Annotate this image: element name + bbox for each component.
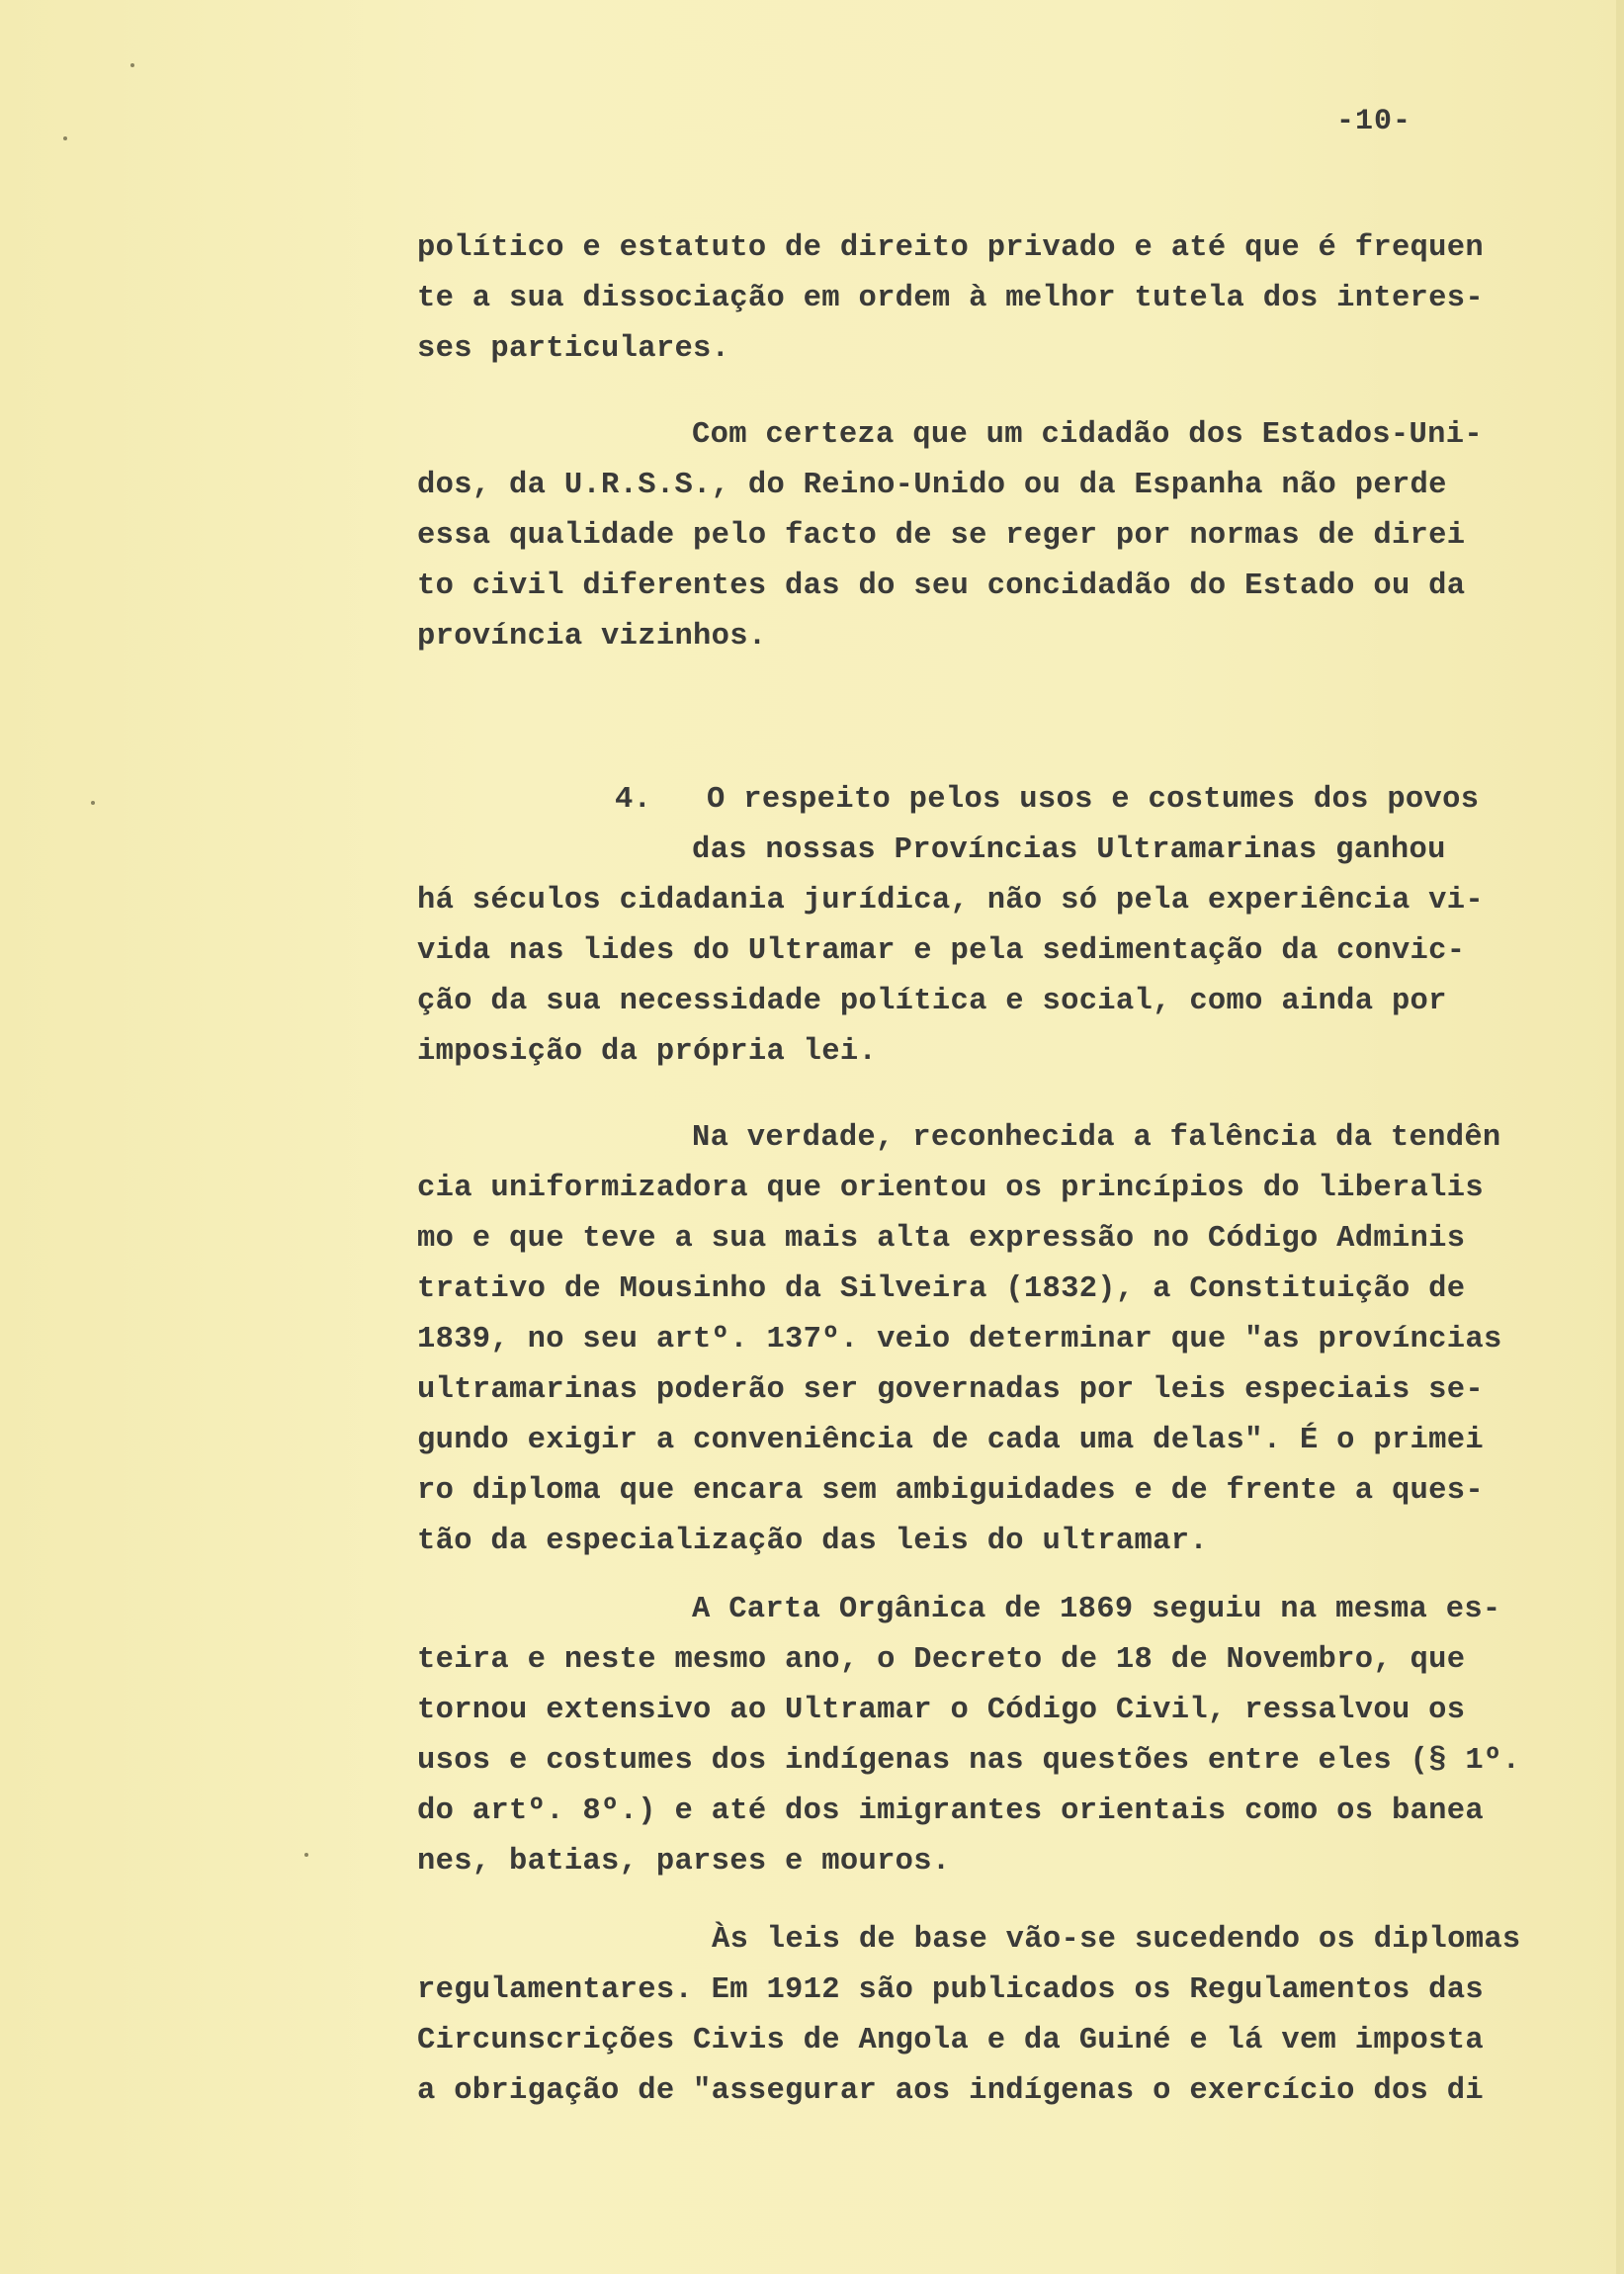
text-line: do artº. 8º.) e até dos imigrantes orientais como os banea (417, 1794, 1484, 1828)
section-heading-line: das nossas Províncias Ultramarinas ganhou (692, 833, 1446, 867)
text-line: ro diploma que encara sem ambiguidades e de frente a ques- (417, 1474, 1484, 1508)
text-line: Circunscrições Civis de Angola e da Guiné e lá vem imposta (417, 2024, 1484, 2057)
text-line: usos e costumes dos indígenas nas questões entre eles (§ 1º. (417, 1744, 1521, 1778)
text-line: A Carta Orgânica de 1869 seguiu na mesma es- (692, 1593, 1501, 1626)
text-line: gundo exigir a conveniência de cada uma delas". É o primei (417, 1424, 1484, 1457)
paper-speck (304, 1853, 308, 1857)
page-edge (1616, 0, 1624, 2274)
text-line: imposição da própria lei. (417, 1035, 878, 1069)
text-line: Com certeza que um cidadão dos Estados-Uni- (692, 418, 1483, 452)
text-line: trativo de Mousinho da Silveira (1832), a Constituição de (417, 1272, 1466, 1306)
text-line: há séculos cidadania jurídica, não só pela experiência vi- (417, 884, 1484, 918)
text-line: vida nas lides do Ultramar e pela sedimentação da convic- (417, 934, 1466, 968)
paper-speck (130, 63, 134, 67)
section-heading-line: 4. O respeito pelos usos e costumes dos povos (615, 783, 1480, 817)
text-line: ses particulares. (417, 332, 730, 366)
text-line: to civil diferentes das do seu concidadão do Estado ou da (417, 569, 1466, 603)
text-line: regulamentares. Em 1912 são publicados os Regulamentos das (417, 1973, 1484, 2007)
text-line: a obrigação de "assegurar aos indígenas o exercício dos di (417, 2074, 1484, 2108)
text-line: dos, da U.R.S.S., do Reino-Unido ou da Espanha não perde (417, 469, 1447, 502)
text-line: essa qualidade pelo facto de se reger por normas de direi (417, 519, 1466, 553)
text-line: ultramarinas poderão ser governadas por leis especiais se- (417, 1373, 1484, 1407)
page-number: -10- (1336, 105, 1412, 138)
text-line: Às leis de base vão-se sucedendo os diplomas (712, 1923, 1521, 1957)
text-line: tão da especialização das leis do ultramar. (417, 1525, 1208, 1558)
text-line: nes, batias, parses e mouros. (417, 1845, 951, 1879)
text-line: mo e que teve a sua mais alta expressão no Código Adminis (417, 1222, 1466, 1256)
text-line: te a sua dissociação em ordem à melhor tutela dos interes- (417, 282, 1484, 315)
text-line: tornou extensivo ao Ultramar o Código Civil, ressalvou os (417, 1694, 1466, 1727)
text-line: Na verdade, reconhecida a falência da tendên (692, 1121, 1501, 1155)
text-line: ção da sua necessidade política e social, como ainda por (417, 985, 1447, 1018)
text-line: 1839, no seu artº. 137º. veio determinar que "as províncias (417, 1323, 1502, 1356)
paper-speck (91, 801, 95, 805)
text-line: província vizinhos. (417, 620, 767, 654)
text-line: cia uniformizadora que orientou os princípios do liberalis (417, 1172, 1484, 1205)
text-line: teira e neste mesmo ano, o Decreto de 18 de Novembro, que (417, 1643, 1466, 1677)
paper-speck (63, 136, 67, 140)
text-line: político e estatuto de direito privado e até que é frequen (417, 231, 1484, 265)
